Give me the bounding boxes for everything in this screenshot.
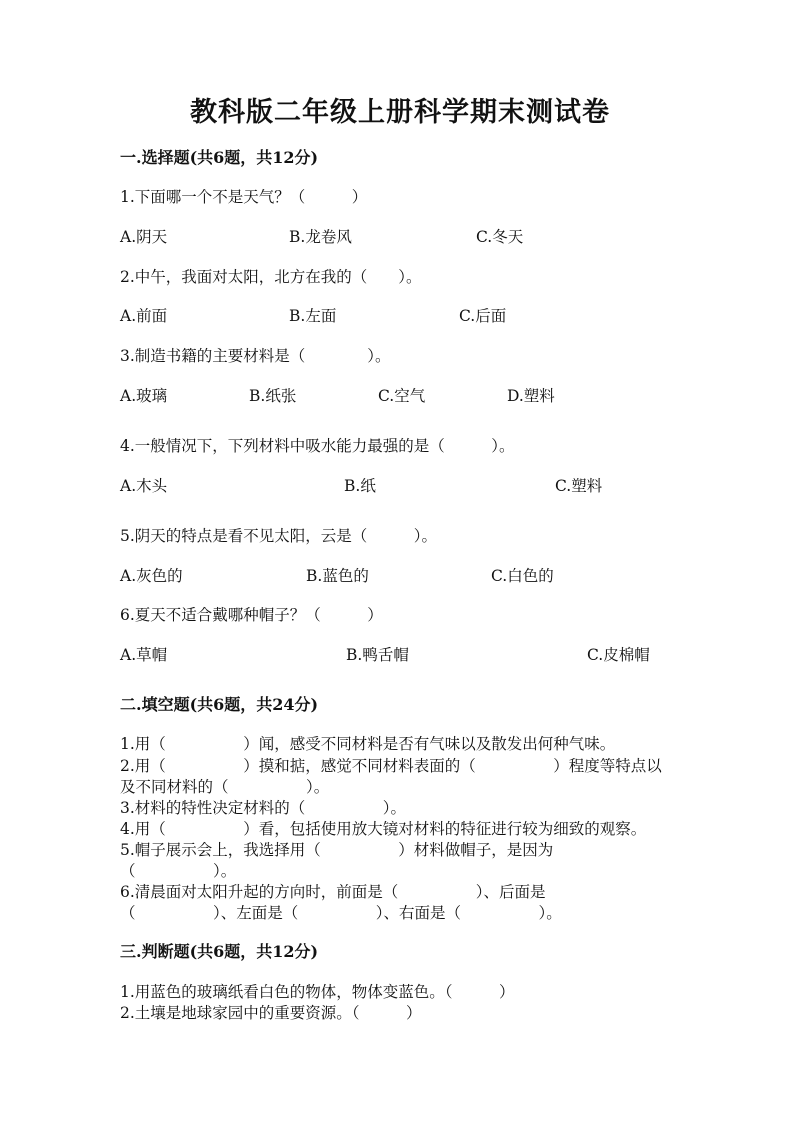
section-header-fill: 二.填空题(共6题，共24分) (120, 695, 319, 714)
option-c: C.白色的 (491, 567, 554, 585)
question-text: 2.中午，我面对太阳，北方在我的（ ）。 (120, 268, 422, 286)
fill-line: 3.材料的特性决定材料的（ ）。 (120, 799, 407, 817)
fill-line: 6.清晨面对太阳升起的方向时，前面是（ ）、后面是 (120, 883, 546, 901)
option-c: C.冬天 (476, 228, 524, 246)
question-text: 5.阴天的特点是看不见太阳，云是（ ）。 (120, 527, 438, 545)
option-b: B.纸张 (249, 387, 297, 405)
judge-line: 1.用蓝色的玻璃纸看白色的物体，物体变蓝色。（ ） (120, 983, 515, 1001)
fill-line: 及不同材料的（ ）。 (120, 778, 330, 796)
option-c: C.塑料 (555, 477, 603, 495)
fill-line: 1.用（ ）闻，感受不同材料是否有气味以及散发出何种气味。 (120, 735, 616, 753)
exam-title: 教科版二年级上册科学期末测试卷 (190, 97, 610, 128)
question-text: 1.下面哪一个不是天气？（ ） (120, 188, 368, 206)
option-a: A.阴天 (120, 228, 168, 246)
question-text: 3.制造书籍的主要材料是（ ）。 (120, 347, 391, 365)
judge-line: 2.土壤是地球家园中的重要资源。（ ） (120, 1004, 422, 1022)
option-a: A.前面 (120, 307, 168, 325)
fill-line: 2.用（ ）摸和掂，感觉不同材料表面的（ ）程度等特点以 (120, 757, 662, 775)
option-a: A.玻璃 (120, 387, 168, 405)
section-header-choice: 一.选择题(共6题，共12分) (120, 148, 319, 167)
section-header-judge: 三.判断题(共6题，共12分) (120, 942, 319, 961)
option-c: C.皮棉帽 (587, 646, 650, 664)
option-d: D.塑料 (507, 387, 555, 405)
option-b: B.蓝色的 (306, 567, 369, 585)
question-text: 4.一般情况下，下列材料中吸水能力最强的是（ ）。 (120, 437, 515, 455)
option-b: B.龙卷风 (289, 228, 352, 246)
option-b: B.鸭舌帽 (346, 646, 409, 664)
question-text: 6.夏天不适合戴哪种帽子？（ ） (120, 606, 383, 624)
fill-line: （ ）。 (120, 862, 237, 880)
option-a: A.灰色的 (120, 567, 183, 585)
option-a: A.草帽 (120, 646, 168, 664)
option-b: B.纸 (344, 477, 376, 495)
option-c: C.后面 (459, 307, 507, 325)
option-c: C.空气 (378, 387, 426, 405)
fill-line: 5.帽子展示会上，我选择用（ ）材料做帽子，是因为 (120, 841, 554, 859)
option-a: A.木头 (120, 477, 168, 495)
fill-line: （ ）、左面是（ ）、右面是（ ）。 (120, 904, 562, 922)
fill-line: 4.用（ ）看，包括使用放大镜对材料的特征进行较为细致的观察。 (120, 820, 647, 838)
option-b: B.左面 (289, 307, 337, 325)
